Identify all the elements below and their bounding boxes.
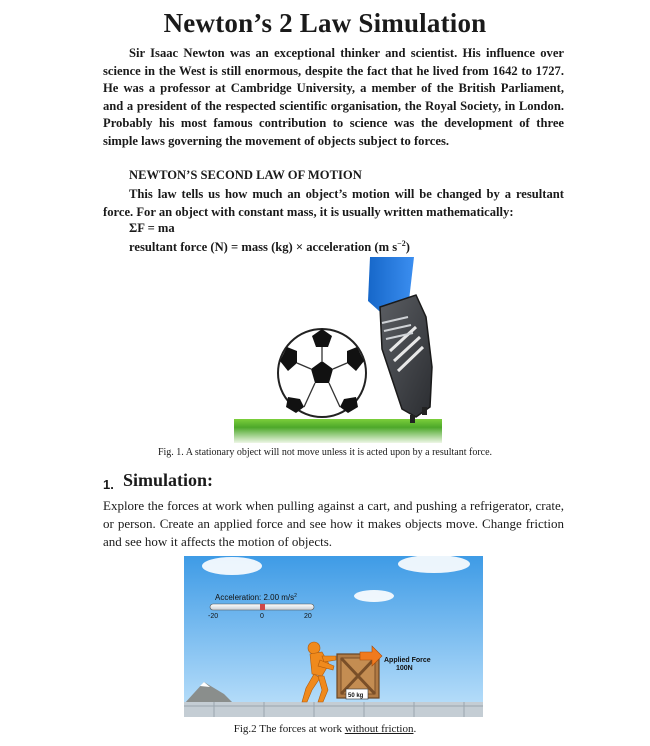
figure-2-caption [0, 723, 650, 735]
scale-mid: 0 [260, 613, 264, 620]
forces-simulation-figure [184, 556, 483, 717]
simulation-paragraph: Explore the forces at work when pulling against a cart, and pushing a refrigerator, crate, or person. Create an applied force and see how it makes objects move. Change friction and see how it affects the motion of objects. [103, 498, 564, 549]
applied-force-value: 100N [396, 665, 413, 672]
boot [380, 295, 432, 423]
figure-1-caption: Fig. 1. A stationary object will not move unless it is acted upon by a resultant force. [157, 447, 493, 458]
formula-words [129, 239, 410, 255]
football [278, 329, 366, 417]
law-paragraph: This law tells us how much an object’s motion will be changed by a resultant force. For an object with constant mass, it is usually written mathematically: [103, 187, 564, 219]
fig2-caption-prefix: Fig.2 The forces at work [233, 723, 345, 735]
formula: ΣF = ma [129, 221, 175, 235]
fig2-caption-suffix: . [413, 723, 417, 735]
sky-background [184, 556, 483, 717]
ground [184, 702, 483, 717]
scale-max: 20 [304, 613, 312, 620]
formula-close: ) [405, 240, 410, 255]
mass-label: 50 kg [348, 693, 364, 699]
acceleration-label: Acceleration: 2.00 $m/s^2$ [215, 593, 297, 602]
section-number: 1. [103, 477, 114, 492]
intro-paragraph: Sir Isaac Newton was an exceptional thinker and scientist. His influence over science in the West is still enormous, despite the fact that he lived from 1642 to 1727. He was a professor at Cambridge University, a member of the British Parliament, and a president of the respected scientific organisation, the Royal Society, in London. Probably his most famous contribution to science was the development of three simple laws governing the movement of objects subject to forces. [103, 46, 564, 148]
formula-words-text: resultant force (N) = mass (kg) × acceleration (m s [129, 240, 398, 255]
law-heading: NEWTON’S SECOND LAW OF MOTION [129, 168, 362, 182]
acceleration-indicator [260, 604, 265, 610]
football-kick-figure [230, 257, 442, 443]
formula-exponent: −2 [397, 239, 406, 248]
fig2-caption-link: without friction [344, 723, 414, 735]
section-title: Simulation: [123, 470, 214, 490]
page-title: Newton’s 2 Law Simulation [163, 8, 487, 38]
scale-min: -20 [208, 613, 219, 620]
applied-force-label: Applied Force [384, 657, 431, 664]
